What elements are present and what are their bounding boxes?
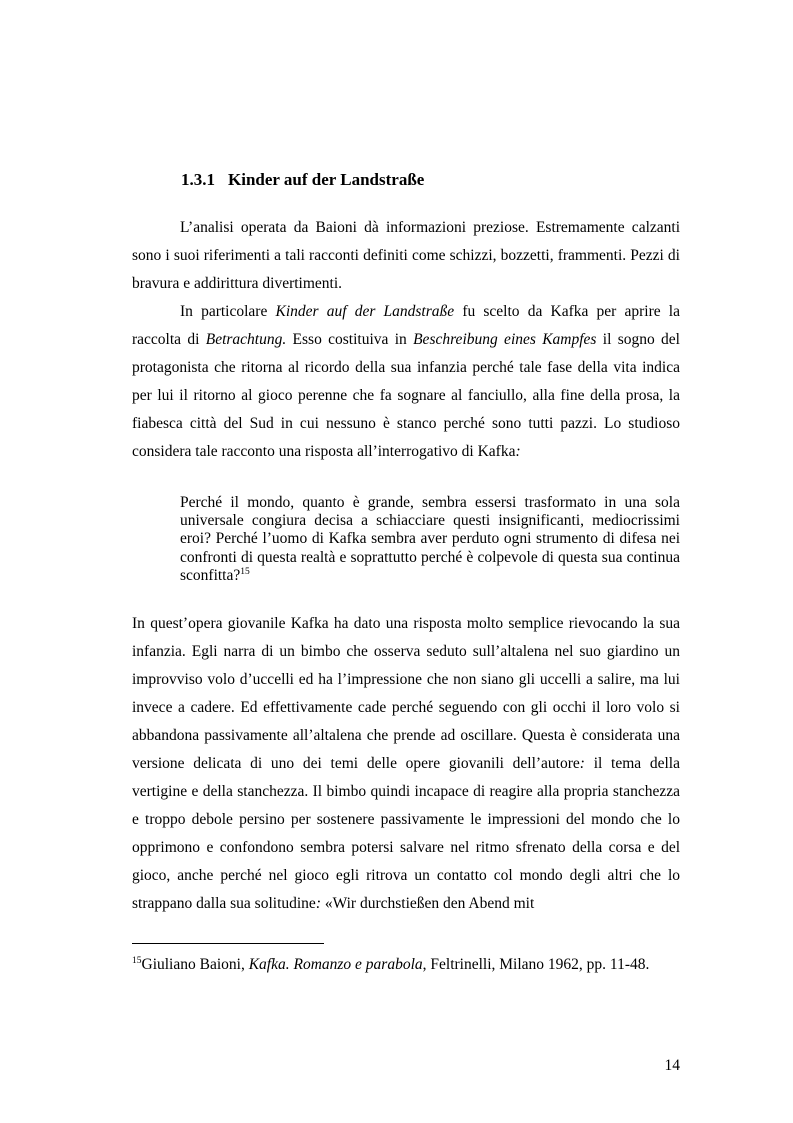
paragraph-2-text [132,298,680,466]
paragraph-3-part: In quest’opera giovanile Kafka ha dato una risposta molto semplice rievocando la sua infanzia. Egli narra di un bimbo che osserva seduto sull’altalena nel suo giardino un improvviso volo d’uccelli ed ha l’impressione che non siano gli uccelli a salire, ma lui invece a cadere. Ed effettivamente cade perché seguendo con gli occhi il loro volo si abbandona passivamente all’altalena che prende ad oscillare. Questa è considerata una versione delicata di uno dei temi delle opere giovanili dell’autore [132,615,680,772]
footnote-details: , Feltrinelli, Milano 1962, pp. 11-48. [422,956,650,973]
italic-colon: : [579,755,585,772]
italic-colon: : [515,443,521,460]
paragraph-1-text: L’analisi operata da Baioni dà informazioni preziose. Estremamente calzanti sono i suoi riferimenti a tali racconti definiti come schizzi, bozzetti, frammenti. Pezzi di bravura e addirittura divertimenti. [132,219,680,292]
paragraph-2-part: fu scelto da Kafka per aprire la raccolta di [132,303,680,348]
section-title: Kinder auf der Landstraße [228,170,425,189]
paragraph-3-text [132,610,680,918]
footnote-author: Giuliano Baioni, [141,956,249,973]
italic-title-beschreibung: Beschreibung eines Kampfes [413,331,597,348]
italic-title-betrachtung: Betrachtung. [205,331,287,348]
page-number: 14 [664,1057,680,1074]
section-number: 1.3.1 [181,170,215,189]
block-quote [180,494,680,585]
footnote-book-title: Kafka. Romanzo e parabola [248,956,423,973]
paragraph-3-part: «Wir durchstießen den Abend mit [320,895,535,912]
footnote-number: 15 [132,955,142,966]
paragraph-2-part: Esso costituiva in [286,331,414,348]
paragraph-1 [132,214,680,298]
italic-title-kinder: Kinder auf der Landstraße [275,303,455,320]
paragraph-2-part: In particolare [180,303,276,320]
paragraph-3-part: il tema della vertigine e della stanchezza. Il bimbo quindi incapace di reagire alla propria stanchezza e troppo debole persino per sostenere passivamente le impressioni del mondo che lo opprimono e confondono sembra potersi salvare nel ritmo sfrenato della corsa e del gioco, anche perché nel gioco egli ritrova un contatto col mondo degli altri che lo strappano dalla sua solitudine [132,755,680,912]
footnote [132,955,692,975]
block-quote-text: Perché il mondo, quanto è grande, sembra essersi trasformato in una sola universale congiura decisa a schiacciare questi insignificanti, mediocrissimi eroi? Perché l’uomo di Kafka sembra aver perduto ogni strumento di difesa nei confronti di questa realtà e soprattutto perché è colpevole di questa sua continua sconfitta? [180,494,680,584]
paragraph-3 [132,610,680,918]
footnote-separator [132,943,324,944]
paragraph-2 [132,298,680,466]
paragraph-2-part: il sogno del protagonista che ritorna al ricordo della sua infanzia perché tale fase della vita indica per lui il ritorno al gioco perenne che fa sognare al fanciullo, alla fine della prosa, la fiabesca città del Sud in cui nessuno è stanco perché sono tutti pazzi. Lo studioso considera tale racconto una risposta all’interrogativo di Kafka [132,331,680,460]
footnote-reference: 15 [240,566,250,577]
section-heading [181,168,424,192]
italic-colon: : [315,895,321,912]
